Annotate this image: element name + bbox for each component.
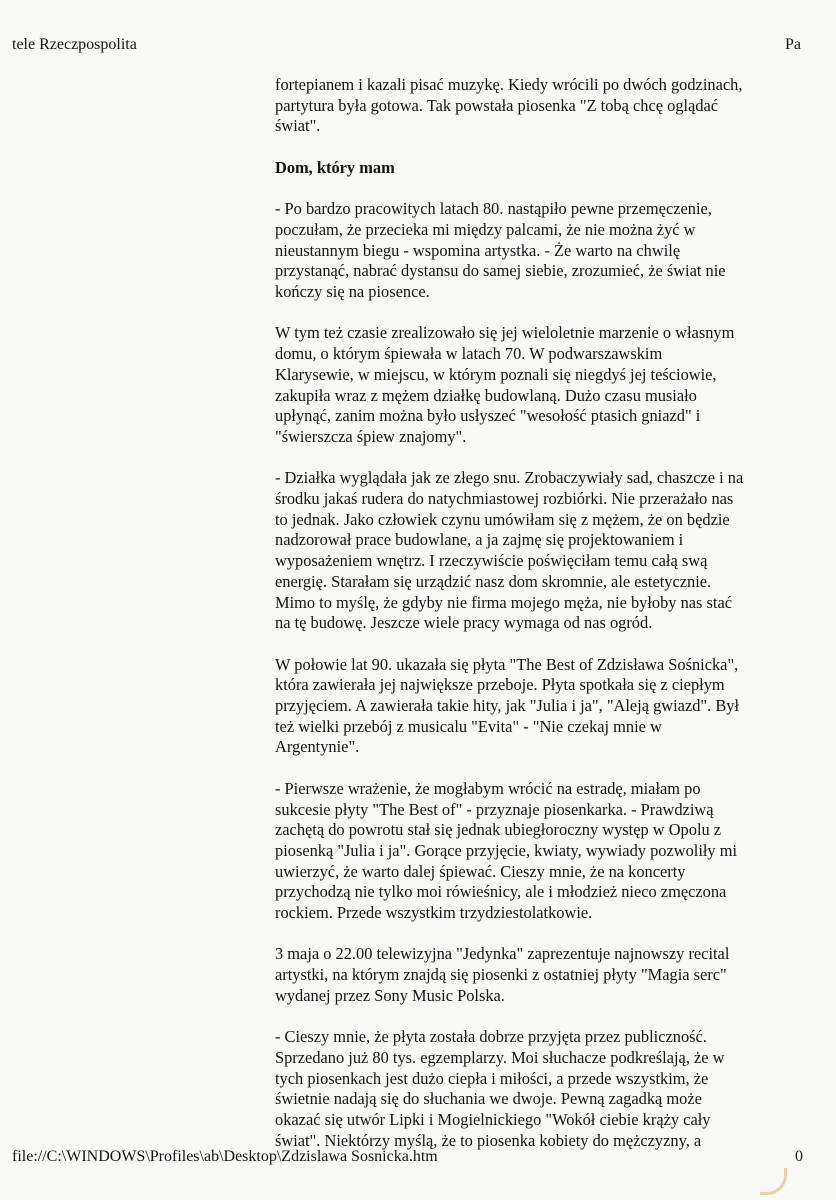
paragraph-intro: fortepianem i kazali pisać muzykę. Kiedy wrócili po dwóch godzinach, partytura była gotowa. Tak powstała piosenka "Z tobą chcę oglądać świat". [275, 75, 743, 136]
paper-edge-mark [760, 1168, 787, 1195]
footer-page-number: 0 [795, 1148, 803, 1165]
paragraph-5: - Pierwsze wrażenie, że mogłabym wrócić na estradę, miałam po sukcesie płyty "The Best of" - przyznaje piosenkarka. - Prawdziwą zachętą do powrotu stał się jednak ubiegłoroczny występ w Opolu z piosenką "Julia i ja". Gorące przyjęcie, kwiaty, wywiady pozwoliły mi uwierzyć, że warto dalej śpiewać. Cieszy mnie, że na koncerty przychodzą nie tylko moi rówieśnicy, ale i młodzież nieco zmęczona rockiem. Przede wszystkim trzydziestolatkowie. [275, 778, 738, 923]
footer-file-path: file://C:\WINDOWS\Profiles\ab\Desktop\Zdzislawa Sosnicka.htm [12, 1148, 438, 1165]
header-site-title: tele Rzeczpospolita [12, 36, 137, 53]
paragraph-4: W połowie lat 90. ukazała się płyta "The Best of Zdzisława Sośnicka", która zawierała jej największe przeboje. Płyta spotkała się z ciepłym przyjęciem. A zawierała takie hity, jak "Julia i ja", "Aleją gwiazd". Był też wielki przebój z musicalu "Evita" - "Nie czekaj mnie w Argentynie". [275, 654, 739, 757]
section-heading: Dom, który mam [275, 157, 395, 177]
paragraph-2: W tym też czasie zrealizowało się jej wieloletnie marzenie o własnym domu, o którym śpiewała w latach 70. W podwarszawskim Klarysewie, w miejscu, w którym poznali się niegdyś jej teściowie, zakupiła wraz z mężem działkę budowlaną. Dużo czasu musiało upłynąć, zanim można było usłyszeć "wesołość ptasich gniazd" i "świerszcza śpiew znajomy". [275, 323, 735, 446]
header-page-label: Pa [785, 36, 801, 53]
paragraph-7: - Cieszy mnie, że płyta została dobrze przyjęta przez publiczność. Sprzedano już 80 tys. egzemplarzy. Moi słuchacze podkreślają, że w tych piosenkach jest dużo ciepła i miłości, a przede wszystkim, że świetnie nadają się do słuchania we dwoje. Pewną zagadką może okazać się utwór Lipki i Mogielnickiego "Wokół ciebie krąży cały świat". Niektórzy myślą, że to piosenka kobiety do mężczyzny, a [275, 1027, 725, 1150]
paragraph-6: 3 maja o 22.00 telewizyjna "Jedynka" zaprezentuje najnowszy recital artystki, na którym znajdą się piosenki z ostatniej płyty "Magia serc" wydanej przez Sony Music Polska. [275, 944, 730, 1005]
paragraph-1: - Po bardzo pracowitych latach 80. nastąpiło pewne przemęczenie, poczułam, że przecieka mi między palcami, że nie można żyć w nieustannym biegu - wspomina artystka. - Że warto na chwilę przystanąć, nabrać dystansu do samej siebie, zrozumieć, że świat nie kończy się na piosence. [275, 199, 726, 301]
paragraph-3: - Działka wyglądała jak ze złego snu. Zrobaczywiały sad, chaszcze i na środku jakaś rudera do natychmiastowej rozbiórki. Nie przerażało nas to jednak. Jako człowiek czynu umówiłam się z mężem, że on będzie nadzorował prace budowlane, a ja zajmę się projektowaniem i wyposażeniem wnętrz. I rzeczywiście poświęciłam temu całą swą energię. Starałam się urządzić nasz dom skromnie, ale estetycznie. Mimo to myślę, że gdyby nie firma mojego męża, nie byłoby nas stać na tę budowę. Jeszcze wiele pracy wymaga od nas ogród. [275, 468, 744, 633]
article-body [275, 75, 745, 1172]
